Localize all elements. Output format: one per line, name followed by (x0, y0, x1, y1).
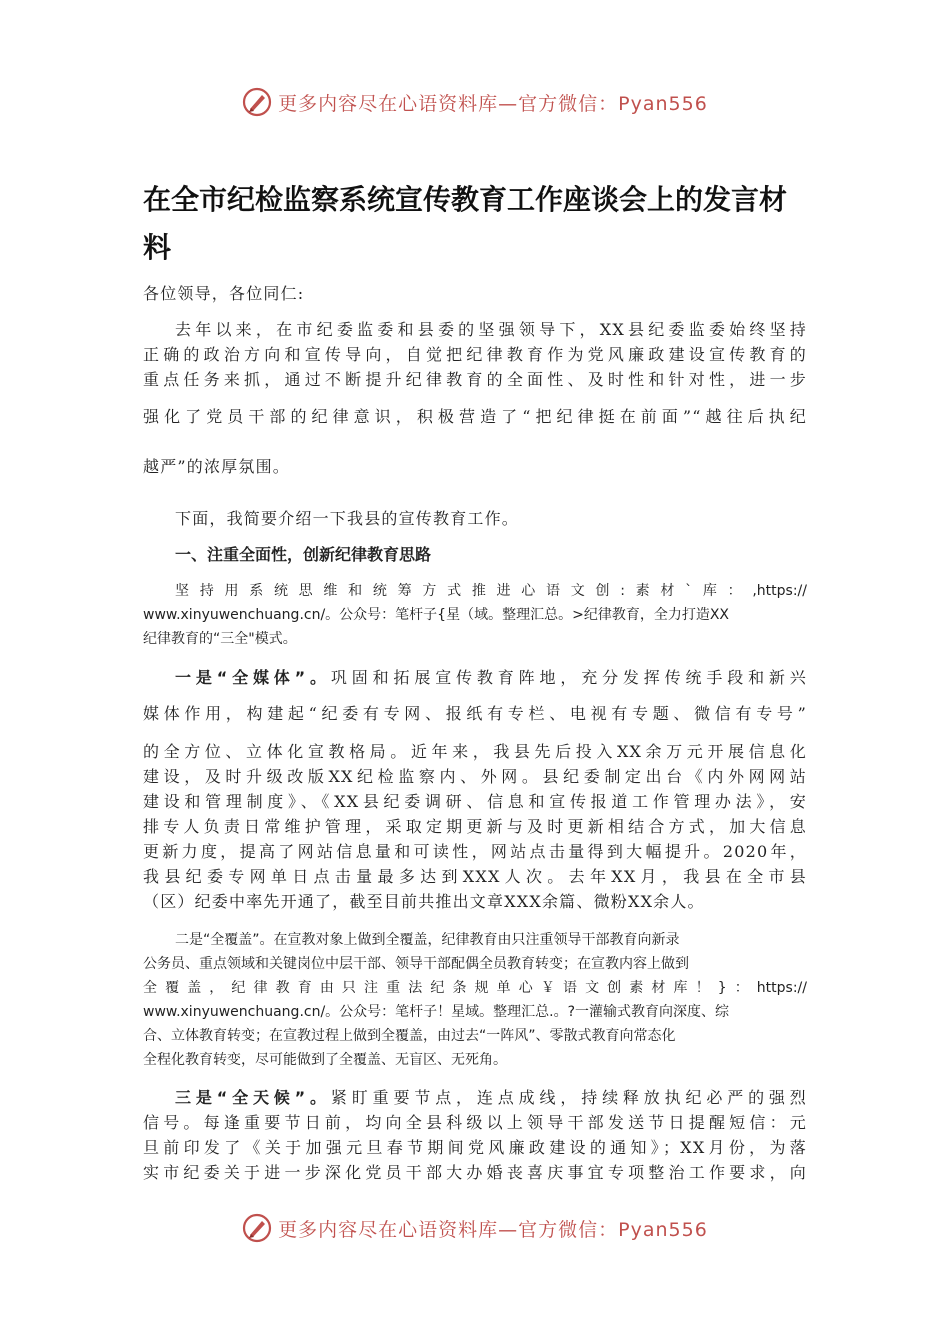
item1-line: 我县纪委专网单日点击量最多达到XXX人次。去年XX月，我县在全市县 (143, 867, 807, 886)
banner-text: 更多内容尽在心语资料库—官方微信：Pyan556 (278, 1218, 708, 1241)
section1-line: 坚持用系统思维和统筹方式推进心语文创:素材`库：,https:// (175, 583, 807, 599)
intro-line: 正确的政治方向和宣传导向，自觉把纪律教育作为党风廉政建设宣传教育的 (143, 345, 807, 364)
footer-banner (0, 1206, 950, 1250)
document-title: 在全市纪检监察系统宣传教育工作座谈会上的发言材料 (143, 183, 788, 264)
item1-first-line (175, 666, 807, 691)
section1-line: www.xinyuwenchuang.cn/。公众号：笔杆子{星（域。整理汇总。>纪律教育，全力打造XX (143, 607, 729, 623)
pen-logo-icon (242, 1213, 272, 1243)
item1-line: 建设和管理制度》、《XX县纪委调研、信息和宣传报道工作管理办法》，安 (143, 792, 807, 811)
item3-lead: 三是“全天候”。 (175, 1088, 331, 1107)
intro-line: 重点任务来抓，通过不断提升纪律教育的全面性、及时性和针对性，进一步 (143, 370, 807, 389)
pen-logo-icon (242, 87, 272, 117)
item2-line: www.xinyuwenchuang.cn/。公众号：笔杆子！星域。整理汇总.。?一灌输式教育向深度、综 (143, 1004, 730, 1020)
item2-line: 全覆盖，纪律教育由只注重法纪条规单心￥语文创素材库！}：https:// (143, 980, 807, 996)
item1-line: 媒体作用，构建起“纪委有专网、报纸有专栏、电视有专题、微信有专号” (143, 704, 807, 723)
intro-line: 去年以来，在市纪委监委和县委的坚强领导下，XX县纪委监委始终坚持 (175, 320, 807, 339)
item2-line: 二是“全覆盖”。在宣教对象上做到全覆盖，纪律教育由只注重领导干部教育向新录 (175, 932, 680, 948)
banner-text: 更多内容尽在心语资料库—官方微信：Pyan556 (278, 92, 708, 115)
item2-line: 合、立体教育转变；在宣教过程上做到全覆盖，由过去“一阵风”、零散式教育向常态化 (143, 1028, 676, 1044)
item1-line: （区）纪委中率先开通了，截至目前共推出文章XXX余篇、微粉XX余人。 (143, 892, 705, 911)
item3-line: 信号。每逢重要节日前，均向全县科级以上领导干部发送节日提醒短信：元 (143, 1113, 807, 1132)
item3-line: 实市纪委关于进一步深化党员干部大办婚丧喜庆事宜专项整治工作要求，向 (143, 1163, 807, 1182)
item3-line: 旦前印发了《关于加强元旦春节期间党风廉政建设的通知》；XX月份，为落 (143, 1138, 807, 1157)
item1-line: 更新力度，提高了网站信息量和可读性，网站点击量得到大幅提升。2020年， (143, 842, 807, 861)
intro-line: 强化了党员干部的纪律意识，积极营造了“把纪律挺在前面”“越往后执纪 (143, 407, 807, 426)
salutation: 各位领导，各位同仁: (143, 284, 305, 303)
transition-sentence: 下面，我简要介绍一下我县的宣传教育工作。 (175, 509, 520, 528)
item2-line: 公务员、重点领域和关键岗位中层干部、领导干部配偶全员教育转变；在宣教内容上做到 (143, 956, 689, 972)
item3-line: 紧盯重要节点，连点成线，持续释放执纪必严的强烈 (330, 1088, 807, 1107)
item1-line: 巩固和拓展宣传教育阵地，充分发挥传统手段和新兴 (330, 668, 807, 687)
item1-lead: 一是“全媒体”。 (175, 668, 331, 687)
intro-line: 越严”的浓厚氛围。 (143, 457, 290, 476)
item1-line: 排专人负责日常维护管理，采取定期更新与及时更新相结合方式，加大信息 (143, 817, 807, 836)
section-heading: 一、注重全面性，创新纪律教育思路 (175, 545, 432, 564)
section1-line: 纪律教育的“三全"模式。 (143, 631, 297, 647)
item1-line: 的全方位、立体化宣教格局。近年来，我县先后投入XX余万元开展信息化 (143, 742, 807, 761)
item1-line: 建设，及时升级改版XX纪检监察内、外网。县纪委制定出台《内外网网站 (143, 767, 807, 786)
item2-line: 全程化教育转变，尽可能做到了全覆盖、无盲区、无死角。 (143, 1052, 507, 1068)
item3-first-line (175, 1086, 807, 1111)
header-banner (0, 80, 950, 124)
